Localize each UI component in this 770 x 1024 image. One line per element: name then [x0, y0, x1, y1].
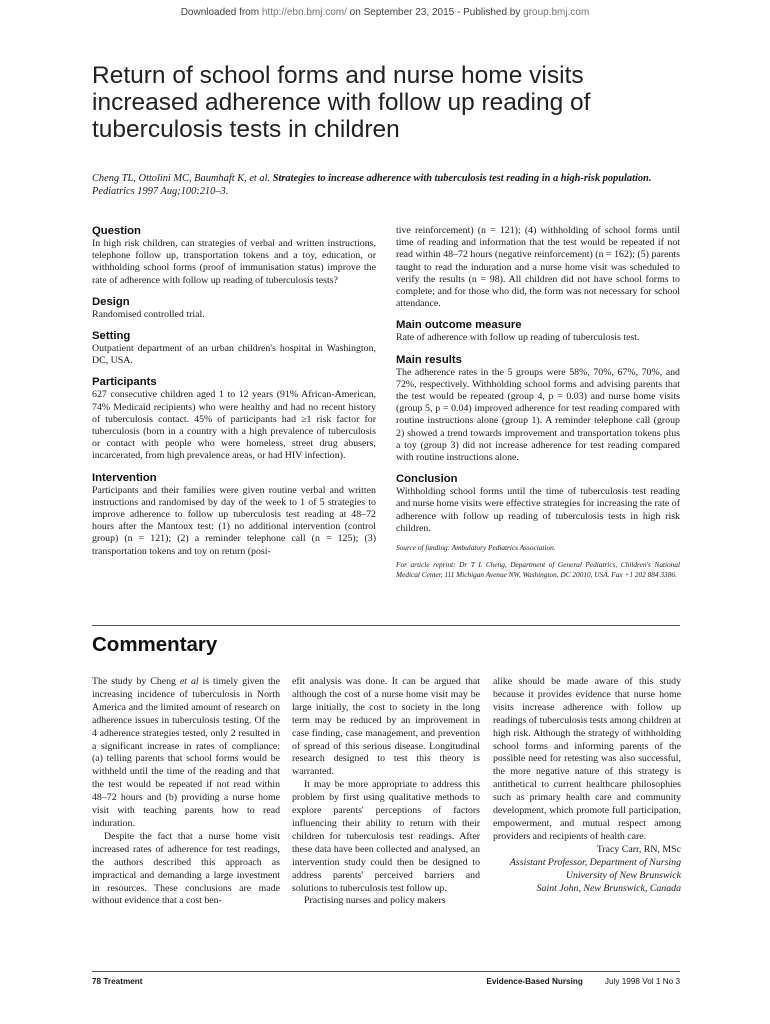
author-name: Tracy Carr, RN, MSc — [596, 843, 681, 855]
reprint-note: For article reprint: Dr T L Cheng, Department of General Pediatrics, Children's National Medical Center, 111 Michigan Avenue NW, Washington, DC 20010, USA. Fax +1 202 884 3386. — [396, 560, 680, 579]
citation-journal: Pediatrics 1997 Aug;100:210–3. — [92, 186, 229, 197]
commentary-text: The study by Cheng — [92, 676, 180, 687]
commentary-paragraph: alike should be made aware of this study because it provides evidence that nurse home visits increase adherence with follow up readings of tuberculosis tests among children at high risk. Although the strategy of withholding school forms and informing parents of the possible need for retesting was also successful, the more negative nature of this strategy is antithetical to current healthcare philosophies such as primary health care and community development, which promote full participation, empowerment, and mutual respect among providers and recipients of health care. — [493, 676, 681, 842]
banner-middle: on September 23, 2015 - Published by — [346, 7, 524, 18]
funding-note: Source of funding: Ambulatory Pediatrics Association. — [396, 543, 556, 553]
article-title: Return of school forms and nurse home visits increased adherence with follow up reading of tuberculosis tests in children — [92, 62, 591, 143]
question-heading: Question — [92, 225, 141, 237]
setting-heading: Setting — [92, 330, 131, 343]
download-banner — [0, 7, 770, 18]
footer-journal — [470, 977, 680, 986]
conclusion-body: Withholding school forms until the time of tuberculosis test reading and nurse home visits were effective strategies for increasing the rate of adherence with follow up reading of tuberculosis tests in high risk children. — [396, 486, 680, 534]
footer-divider — [92, 971, 680, 972]
banner-link-group[interactable]: group.bmj.com — [523, 7, 590, 18]
banner-link-ebn[interactable]: http://ebn.bmj.com/ — [261, 7, 347, 18]
participants-body: 627 consecutive children aged 1 to 12 years (91% African-American, 74% Medicaid recipients) who were healthy and had no recent history of tuberculosis contact. 45% of participants had ≥1 risk factor for tuberculosis (born in a country with a high prevalence of tuberculosis or contact with people who were homeless, street drug abusers, incarcerated, from high prevalence areas, or had HIV infection). — [92, 389, 376, 462]
commentary-column-2 — [292, 676, 480, 908]
author-organisation: University of New Brunswick — [565, 869, 681, 881]
footer-journal-name: Evidence-Based Nursing — [486, 977, 583, 986]
main-outcome-heading: Main outcome measure — [396, 319, 522, 332]
design-body: Randomised controlled trial. — [92, 308, 205, 320]
intervention-body-left: Participants and their families were given routine verbal and written instructions and randomised by day of the week to 1 of 5 strategies to improve adherence to follow up tuberculosis test reading at 48–72 hours after the Mantoux test: (1) no additional intervention (control group) (n = 121); (2) a reminder telephone call (n = 125); (3) transportation tokens and toy on return (posi- — [92, 484, 376, 557]
commentary-paragraph: efit analysis was done. It can be argued that although the cost of a nurse home visit may be large initially, the cost to society in the long term may be reduced by an improvement in case finding, case management, and prevention of spread of this serious disease. Longitudinal research designed to test this theory is warranted. — [292, 676, 480, 778]
main-results-heading: Main results — [396, 353, 462, 366]
commentary-paragraph: Practising nurses and policy makers — [304, 895, 446, 907]
commentary-et-al: et al — [179, 676, 199, 687]
footer-page-section: 78 Treatment — [92, 977, 143, 986]
citation-article-title: Strategies to increase adherence with tuberculosis test reading in a high-risk population. — [272, 173, 652, 184]
question-body: In high risk children, can strategies of verbal and written instructions, telephone follow up, transportation tokens and a toy, education, or withholding school forms (proof of immunisation status) improve the rate of adherence with follow up reading of tuberculosis tests? — [92, 238, 376, 286]
main-outcome-body: Rate of adherence with follow up reading of tuberculosis test. — [396, 332, 640, 344]
author-signature — [493, 844, 681, 896]
abstract-left-column — [92, 225, 376, 558]
section-divider — [92, 625, 680, 626]
author-location: Saint John, New Brunswick, Canada — [536, 882, 681, 894]
commentary-column-1 — [92, 676, 280, 908]
conclusion-heading: Conclusion — [396, 473, 458, 486]
commentary-column-3 — [493, 676, 681, 895]
commentary-paragraph — [92, 676, 280, 831]
setting-body: Outpatient department of an urban children's hospital in Washington, DC, USA. — [92, 343, 376, 367]
participants-heading: Participants — [92, 376, 157, 389]
commentary-paragraph: Despite the fact that a nurse home visit increased rates of adherence for test readings, the authors described this approach as impractical and demanding a large investment in resources. These conclusions are made without evidence that a cost ben- — [92, 830, 280, 907]
commentary-text: is timely given the increasing incidence of tuberculosis in North America and the limited amount of research on adherence issues in tuberculosis testing. Of the 4 adherence strategies tested, only 2 resulted in a significant increase in rates of compliance: (a) telling parents that school forms would be withheld until the time of the reading and that the test would be repeated if not read within 48–72 hours and (b) providing a nurse home visit with teaching parents how to read induration. — [92, 676, 280, 829]
main-results-body: The adherence rates in the 5 groups were 58%, 70%, 67%, 70%, and 72%, respectively. Withholding school forms and advising parents that the test would be repeated (group 4, p = 0.03) and nurse home visits (group 5, p = 0.04) improved adherence for test reading compared with routine instructions alone (group 1). A reminder telephone call (group 2) showed a trend towards improvement and transportation tokens plus a toy (group 3) did not increase adherence for test reading compared with routine instructions alone. — [396, 366, 680, 464]
citation-authors: Cheng TL, Ottolini MC, Baumhaft K, et al. — [92, 173, 271, 184]
commentary-heading: Commentary — [92, 633, 218, 656]
intervention-body-right: tive reinforcement) (n = 121); (4) withholding of school forms until time of reading and information that the test would be repeated if not read within 48–72 hours (negative reinforcement) (n = 162); (5) parents taught to read the induration and a nurse home visit was scheduled to verify the results (n = 98). All children did not have school forms to complete; and for those who did, the form was not necessary for school attendance. — [396, 225, 680, 310]
banner-prefix: Downloaded from — [180, 7, 262, 18]
intervention-heading: Intervention — [92, 471, 157, 484]
citation — [92, 172, 692, 198]
author-title: Assistant Professor, Department of Nursing — [509, 856, 681, 868]
abstract-right-column — [396, 225, 680, 579]
footer-issue: July 1998 Vol 1 No 3 — [604, 977, 680, 986]
design-heading: Design — [92, 295, 130, 308]
commentary-paragraph: It may be more appropriate to address this problem by first using qualitative methods to explore parents' perceptions of factors influencing their ability to return with their children for tuberculosis test readings. After these data have been collected and analysed, an intervention study could then be designed to address parents' perceived barriers and solutions to tuberculosis test follow up. — [292, 779, 480, 894]
